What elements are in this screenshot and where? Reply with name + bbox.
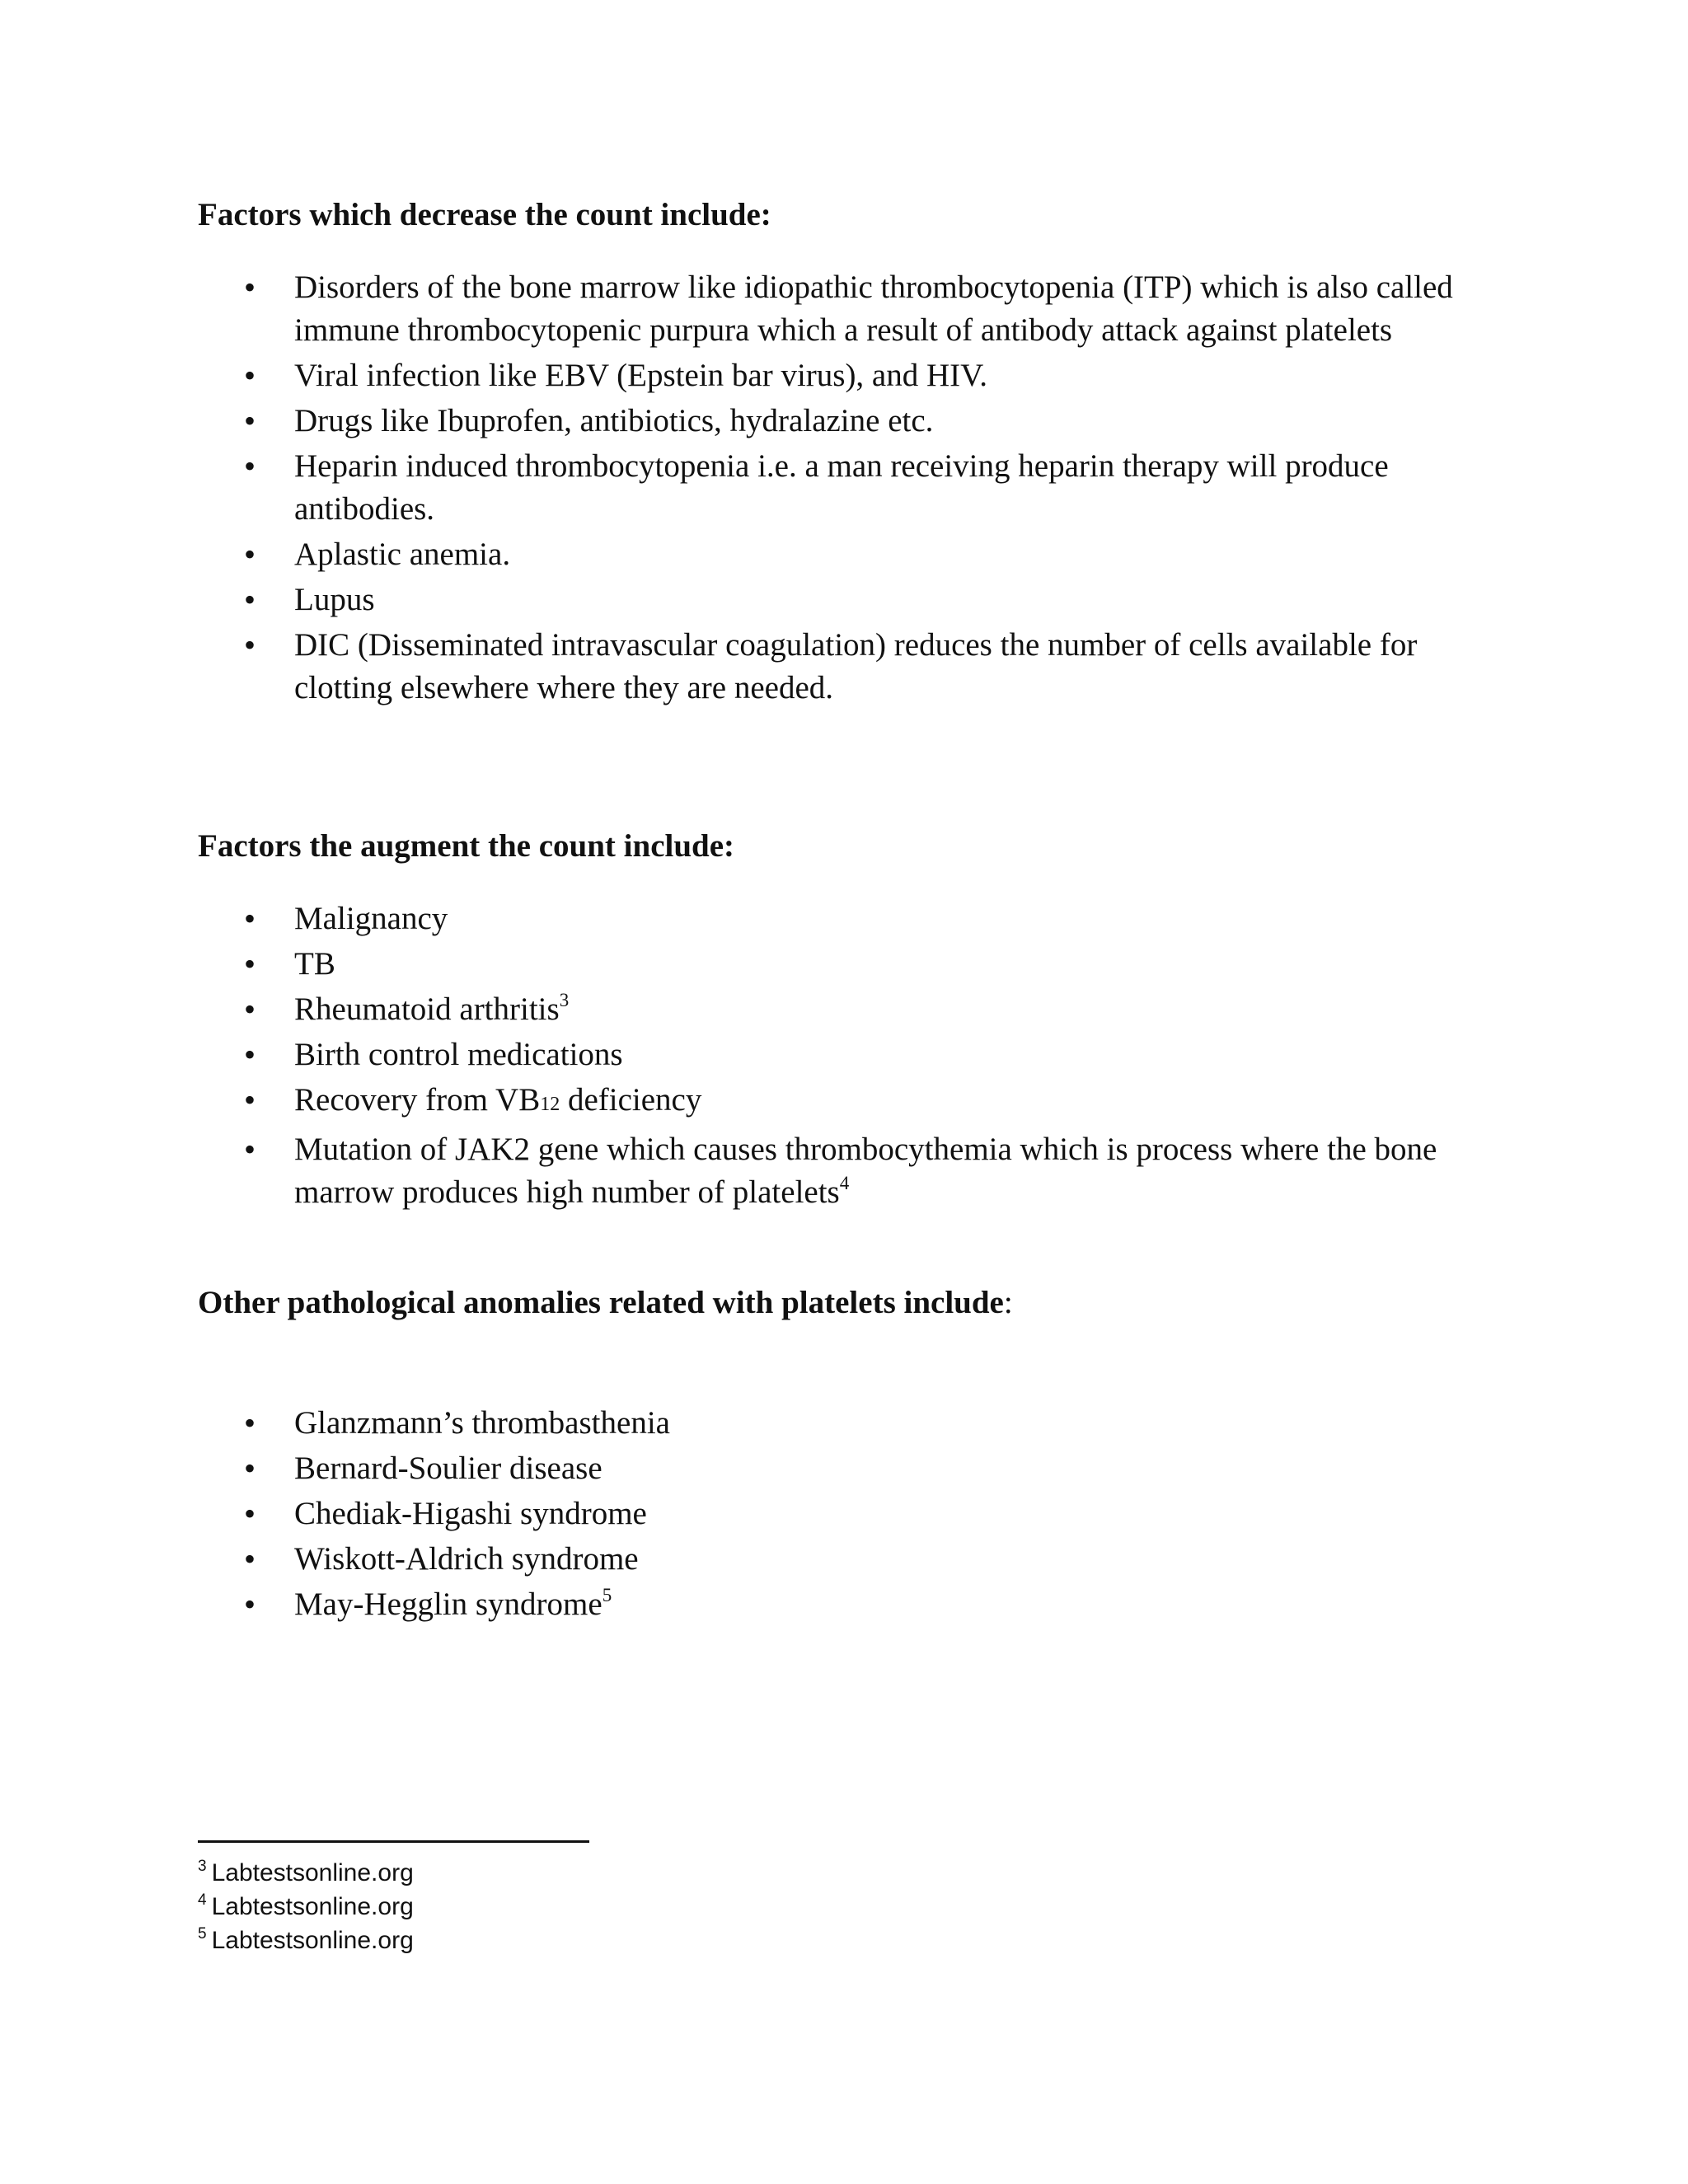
list-item-glanzmann: • Glanzmann’s thrombasthenia [0, 1402, 1688, 1445]
footnote-ref-4: 4 [839, 1173, 850, 1193]
rheumatoid-text: Rheumatoid arthritis [294, 991, 560, 1027]
list-augment-factors [0, 898, 1688, 1216]
footnote-text: Labtestsonline.org [211, 1859, 414, 1886]
list-other-anomalies [0, 1402, 1688, 1629]
vb12-suffix: deficiency [560, 1082, 702, 1118]
list-item-bone-marrow-disorders: • Disorders of the bone marrow like idiopathic thrombocytopenia (ITP) which is also called immune thrombocytopenic purpura which a result of antibody attack against platelets [0, 266, 1688, 352]
list-item-drugs: • Drugs like Ibuprofen, antibiotics, hydralazine etc. [0, 400, 1688, 443]
list-item-bernard-soulier: • Bernard-Soulier disease [0, 1447, 1688, 1490]
list-item-chediak-higashi: • Chediak-Higashi syndrome [0, 1493, 1688, 1535]
footnote-4 [198, 1890, 414, 1924]
list-item-malignancy: • Malignancy [0, 898, 1688, 940]
footnote-separator [198, 1840, 589, 1843]
footnote-5 [198, 1924, 414, 1957]
list-item-jak2-mutation [0, 1128, 1688, 1214]
list-item-wiskott-aldrich: • Wiskott-Aldrich syndrome [0, 1538, 1688, 1581]
list-item-lupus: • Lupus [0, 579, 1688, 621]
footnote-ref-5: 5 [602, 1585, 612, 1605]
heading-augment-factors: Factors the augment the count include: [198, 828, 735, 864]
list-item-aplastic-anemia: • Aplastic anemia. [0, 533, 1688, 576]
may-hegglin-text: May-Hegglin syndrome [294, 1586, 603, 1622]
list-item-may-hegglin [0, 1583, 1688, 1626]
heading-other-text: Other pathological anomalies related with platelets include [198, 1285, 1004, 1320]
footnote-number: 5 [198, 1925, 207, 1943]
heading-other-anomalies [198, 1284, 1013, 1323]
list-item-birth-control: • Birth control medications [0, 1033, 1688, 1076]
footnote-ref-3: 3 [559, 990, 570, 1010]
footnote-number: 3 [198, 1858, 207, 1875]
list-item-rheumatoid-arthritis [0, 988, 1688, 1031]
list-decrease-factors [0, 266, 1688, 712]
footnote-text: Labtestsonline.org [211, 1927, 414, 1954]
heading-other-colon: : [1003, 1285, 1013, 1320]
list-item-heparin: • Heparin induced thrombocytopenia i.e. a man receiving heparin therapy will produce antibodies. [0, 445, 1688, 531]
jak2-text: Mutation of JAK2 gene which causes thrombocythemia which is process where the bone marrow produces high number of platelets [294, 1132, 1437, 1210]
list-item-vb12-recovery [0, 1079, 1688, 1126]
vb12-prefix: Recovery from VB [294, 1082, 541, 1118]
footnote-text: Labtestsonline.org [211, 1893, 414, 1920]
footnote-number: 4 [198, 1891, 207, 1909]
list-item-dic: • DIC (Disseminated intravascular coagulation) reduces the number of cells available for clotting elsewhere where they are needed. [0, 624, 1688, 710]
heading-decrease-factors: Factors which decrease the count include: [198, 197, 771, 232]
footnotes [198, 1856, 414, 1957]
list-item-tb: • TB [0, 943, 1688, 986]
list-item-viral-infection: • Viral infection like EBV (Epstein bar virus), and HIV. [0, 354, 1688, 397]
vb12-subscript: 12 [540, 1094, 560, 1115]
footnote-3 [198, 1856, 414, 1890]
